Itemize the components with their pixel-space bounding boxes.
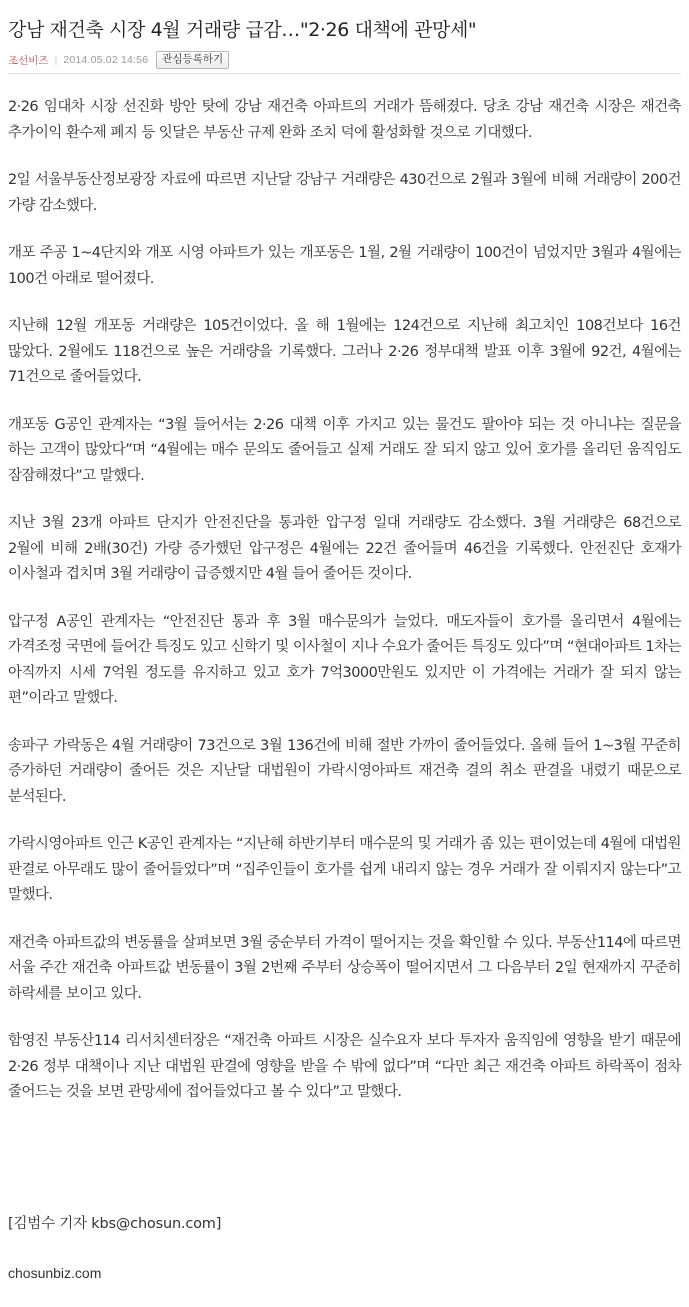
article-body <box>8 95 681 1128</box>
article-paragraph: 송파구 가락동은 4월 거래량이 73건으로 3월 136건에 비해 절반 가까이 줄어들었다. 올해 들어 1~3월 꾸준히 증가하던 거래량이 줄어든 것은 지난달 대법원이 가락시영아파트 재건축 결의 취소 판결을 내렸기 때문으로 분석된다. <box>8 737 681 805</box>
article-paragraph: 지난 3월 23개 아파트 단지가 안전진단을 통과한 압구정 일대 거래량도 감소했다. 3월 거래량은 68건으로 2월에 비해 2배(30건) 가량 증가했던 압구정은 4월에는 22건 줄어들며 46건을 기록했다. 안전진단 호재가 이사철과 겹치며 3월 거래량이 급증했지만 4월 들어 줄어든 것이다. <box>8 515 681 582</box>
meta-separator: | <box>54 54 58 66</box>
source-label[interactable]: 조선비즈 <box>8 54 49 67</box>
publish-date: 2014.05.02 14:56 <box>63 54 149 66</box>
article-paragraph: 2·26 임대차 시장 선진화 방안 탓에 강남 재건축 아파트의 거래가 뜸해졌다. 당초 강남 재건축 시장은 재건축 추가이익 환수제 폐지 등 잇달은 부동산 규제 완화 조치 덕에 활성화할 것으로 기대했다. <box>8 99 681 141</box>
article-paragraph: 지난해 12월 개포동 거래량은 105건이었다. 올 해 1월에는 124건으로 지난해 최고치인 108건보다 16건 많았다. 2월에도 118건으로 높은 거래량을 기록했다. 그러나 2·26 정부대책 발표 이후 3월에 92건, 4월에는 71건으로 줄어들었다. <box>8 318 681 385</box>
article-paragraph: 가락시영아파트 인근 K공인 관계자는 “지난해 하반기부터 매수문의 및 거래가 좀 있는 편이었는데 4월에 대법원 판결로 아무래도 많이 줄어들었다”며 “집주인들이 호가를 쉽게 내리지 않는 경우 거래가 잘 이뤄지지 않는다”고 말했다. <box>8 836 681 903</box>
article-paragraph: 개포 주공 1~4단지와 개포 시영 아파트가 있는 개포동은 1월, 2월 거래량이 100건이 넘었지만 3월과 4월에는 100건 아래로 떨어졌다. <box>8 245 681 287</box>
header-divider <box>8 73 681 74</box>
site-footer: chosunbiz.com <box>8 1265 102 1281</box>
article-header <box>8 0 681 70</box>
reporter-byline: [김범수 기자 kbs@chosun.com] <box>8 1216 222 1232</box>
add-favorite-button[interactable]: 관심등록하기 <box>156 51 229 69</box>
article-paragraph: 압구정 A공인 관계자는 “안전진단 통과 후 3월 매수문의가 늘었다. 매도자들이 호가를 올리면서 4월에는 가격조정 국면에 들어간 특징도 있고 신학기 및 이사철이 지나 수요가 줄어든 특징도 있다”며 “현대아파트 1차는 아직까지 시세 7억원 정도를 유지하고 있고 호가 7억3000만원도 있지만 이 가격에는 거래가 잘 되지 않는 편”이라고 말했다. <box>8 613 681 706</box>
article-paragraph: 개포동 G공인 관계자는 “3월 들어서는 2·26 대책 이후 가지고 있는 물건도 팔아야 되는 것 아니냐는 질문을 하는 고객이 많았다”며 “4월에는 매수 문의도 줄어들고 실제 거래도 잘 되지 않고 있어 호가를 올리던 움직임도 잠잠해졌다”고 말했다. <box>8 416 681 484</box>
article-paragraph: 2일 서울부동산정보광장 자료에 따르면 지난달 강남구 거래량은 430건으로 2월과 3월에 비해 거래량이 200건 가량 감소했다. <box>8 172 681 214</box>
article-title: 강남 재건축 시장 4월 거래량 급감…"2·26 대책에 관망세" <box>8 19 477 41</box>
article-meta <box>8 50 681 70</box>
article-paragraph: 함영진 부동산114 리서치센터장은 “재건축 아파트 시장은 실수요자 보다 투자자 움직임에 영향을 받기 때문에 2·26 정부 대책이나 지난 대법원 판결에 영향을 받을 수 밖에 없다”며 “다만 최근 재건축 아파트 하락폭이 점차 줄어드는 것을 보면 관망세에 접어들었다고 볼 수 있다”고 말했다. <box>8 1033 681 1100</box>
article-paragraph: 재건축 아파트값의 변동률을 살펴보면 3월 중순부터 가격이 떨어지는 것을 확인할 수 있다. 부동산114에 따르면 서울 주간 재건축 아파트값 변동률이 3월 2번째 주부터 상승폭이 떨어지면서 그 다음부터 2일 현재까지 꾸준히 하락세를 보이고 있다. <box>8 934 681 1002</box>
